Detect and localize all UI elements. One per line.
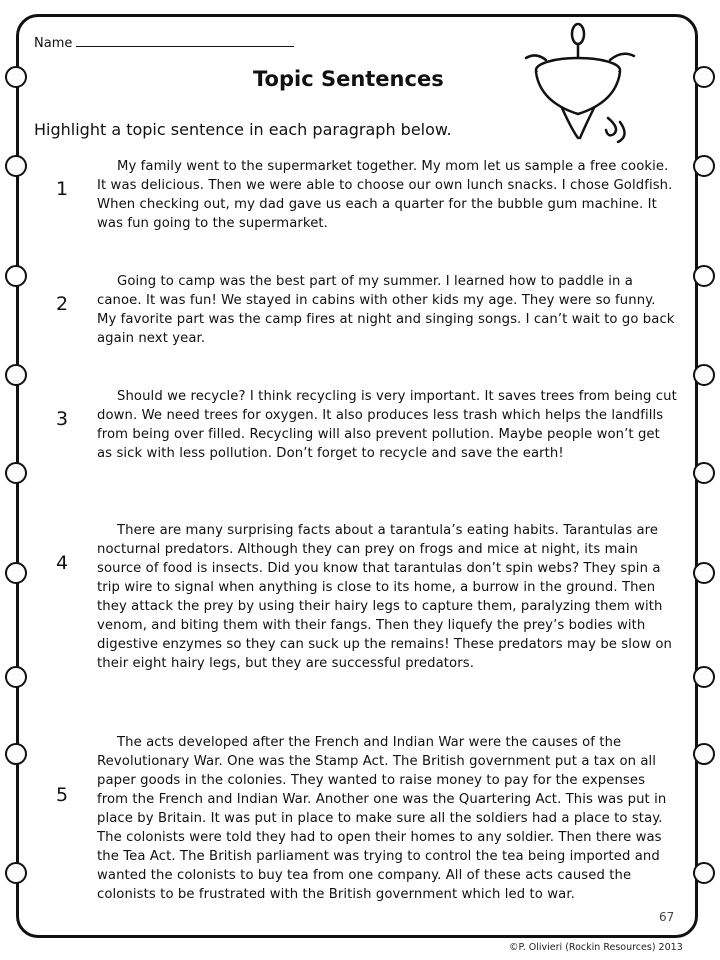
- paragraph-2-number: 2: [56, 293, 69, 315]
- copyright-notice: ©P. Olivieri (Rockin Resources) 2013: [509, 942, 683, 953]
- paragraph-1-number: 1: [56, 178, 69, 200]
- name-label: Name: [34, 36, 73, 51]
- paragraph-3-number: 3: [56, 408, 69, 430]
- binder-ring-left-6: [5, 562, 27, 584]
- paragraph-4-number: 4: [56, 552, 69, 574]
- name-field[interactable]: [34, 35, 294, 51]
- binder-ring-left-9: [5, 862, 27, 884]
- paragraph-5-number: 5: [56, 784, 69, 806]
- binder-ring-right-2: [693, 155, 715, 177]
- page-number: 67: [659, 910, 675, 924]
- binder-ring-left-7: [5, 666, 27, 688]
- binder-ring-right-1: [693, 66, 715, 88]
- binder-ring-right-5: [693, 462, 715, 484]
- paragraph-5-text[interactable]: The acts developed after the French and Indian War were the causes of the Revolutionary War. One was the Stamp Act. The British government put a tax on all paper goods in the colonies. They wanted to raise money to pay for the expenses from the French and Indian War. Another one was the Quartering Act. This was put in place by Britain. It was put in place to make sure all the soldiers had a place to stay. The colonists were told they had to open their homes to any soldier. Then there was the Tea Act. The British parliament was trying to control the tea being imported and wanted the colonists to buy tea from one company. All of these acts caused the colonists to be frustrated with the British government which led to war.: [97, 735, 667, 902]
- binder-ring-right-7: [693, 666, 715, 688]
- name-blank-line[interactable]: [76, 35, 294, 47]
- binder-ring-left-8: [5, 743, 27, 765]
- instruction-text: Highlight a topic sentence in each paragraph below.: [34, 120, 452, 139]
- binder-ring-right-8: [693, 743, 715, 765]
- binder-ring-left-1: [5, 66, 27, 88]
- paragraph-4-text[interactable]: There are many surprising facts about a tarantula’s eating habits. Tarantulas are nocturnal predators. Although they can prey on frogs and mice at night, its main source of food is insects. Did you know that tarantulas don’t spin webs? They spin a trip wire to signal when anything is close to its home, a burrow in the ground. Then they attack the prey by using their hairy legs to capture them, paralyzing them with venom, and biting them with their fangs. Then they liquefy the prey’s bodies with digestive enzymes so they can suck up the remains! These predators may be slow on their eight hairy legs, but they are successful predators.: [97, 523, 673, 671]
- page-title: Topic Sentences: [253, 67, 444, 91]
- binder-ring-left-4: [5, 364, 27, 386]
- binder-ring-right-4: [693, 364, 715, 386]
- binder-ring-right-6: [693, 562, 715, 584]
- binder-ring-right-3: [693, 265, 715, 287]
- binder-ring-right-9: [693, 862, 715, 884]
- paragraph-3-text[interactable]: Should we recycle? I think recycling is very important. It saves trees from being cut down. We need trees for oxygen. It also produces less trash which helps the landfills from being over filled. Recycling will also prevent pollution. Maybe people won’t get as sick with less pollution. Don’t forget to recycle and save the earth!: [97, 389, 677, 461]
- paragraph-2-text[interactable]: Going to camp was the best part of my summer. I learned how to paddle in a canoe. It was fun! We stayed in cabins with other kids my age. They were so funny. My favorite part was the camp fires at night and singing songs. I can’t wait to go back again next year.: [97, 274, 675, 346]
- binder-ring-left-2: [5, 155, 27, 177]
- binder-ring-left-3: [5, 265, 27, 287]
- spinning-top-icon: [516, 20, 666, 145]
- paragraph-1-text[interactable]: My family went to the supermarket together. My mom let us sample a free cookie. It was delicious. Then we were able to choose our own lunch snacks. I chose Goldfish. When checking out, my dad gave us each a quarter for the bubble gum machine. It was fun going to the supermarket.: [97, 159, 673, 231]
- binder-ring-left-5: [5, 462, 27, 484]
